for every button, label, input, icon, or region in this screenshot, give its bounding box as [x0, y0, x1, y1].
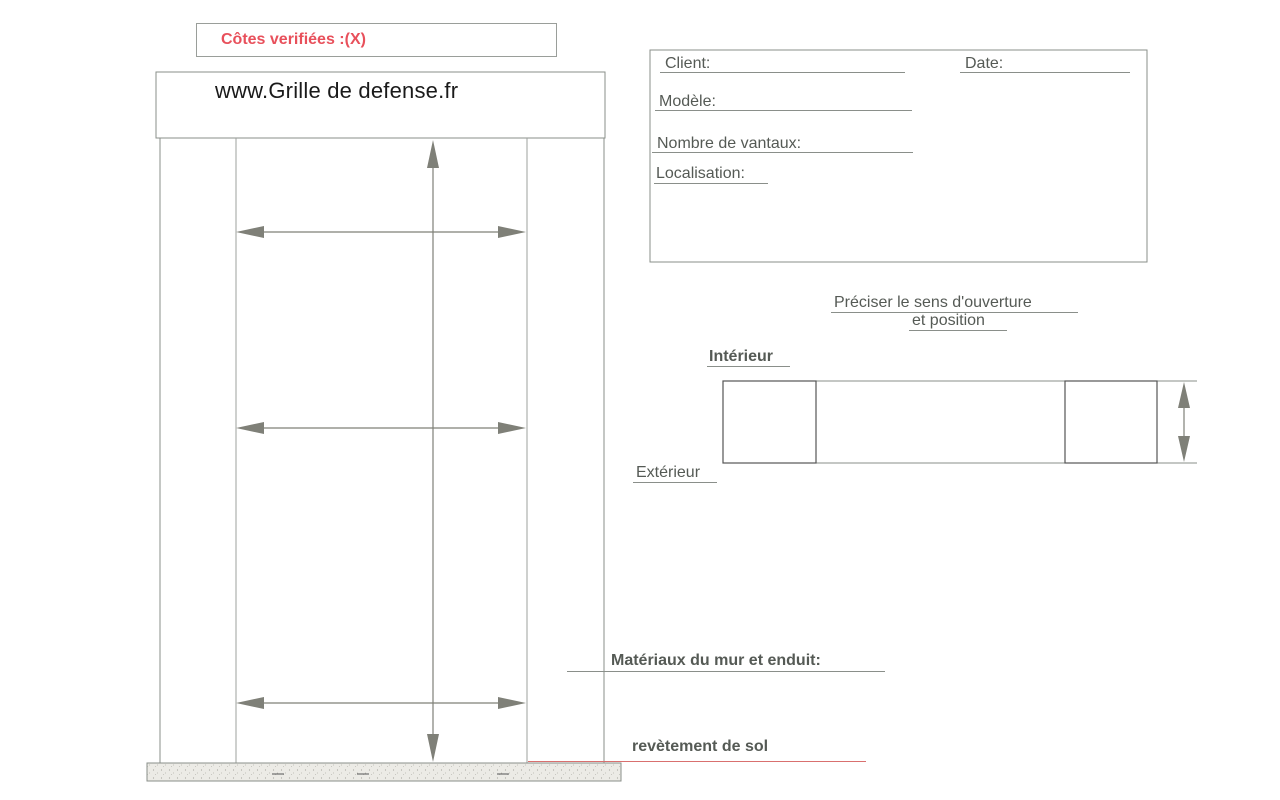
- verification-label: Côtes verifiées :(X): [221, 31, 366, 48]
- verification-box: [196, 23, 557, 57]
- model-underline: [655, 110, 912, 111]
- floor-strip: [147, 763, 621, 781]
- date-label: Date:: [965, 55, 1004, 72]
- floor-covering-underline: [528, 761, 866, 762]
- plan-jamb-left: [723, 381, 816, 463]
- opening-instruction-line2: et position: [912, 312, 985, 329]
- leaves-count-underline: [652, 152, 913, 153]
- client-label: Client:: [665, 55, 711, 72]
- client-underline: [660, 72, 905, 73]
- width-dimension-arrow-top-icon: [236, 226, 526, 238]
- wall-thickness-arrow-icon: [1178, 382, 1190, 462]
- client-info-box: [650, 50, 1147, 262]
- exterior-underline: [633, 482, 717, 483]
- width-dimension-arrow-bottom-icon: [236, 697, 526, 709]
- website-title: www.Grille de defense.fr: [215, 78, 459, 103]
- location-label: Localisation:: [656, 165, 745, 182]
- opening-instruction-underline2: [909, 330, 1007, 331]
- model-label: Modèle:: [659, 93, 716, 110]
- height-dimension-arrow-icon: [427, 140, 439, 762]
- plan-jamb-right: [1065, 381, 1157, 463]
- leaves-count-label: Nombre de vantaux:: [657, 135, 802, 152]
- date-underline: [960, 72, 1130, 73]
- interior-underline: [707, 366, 790, 367]
- location-underline: [654, 183, 768, 184]
- floor-covering-label: revètement de sol: [632, 738, 769, 755]
- width-dimension-arrow-middle-icon: [236, 422, 526, 434]
- opening-instruction-line1: Préciser le sens d'ouverture: [834, 294, 1032, 311]
- exterior-label: Extérieur: [636, 464, 701, 481]
- interior-label: Intérieur: [709, 348, 774, 365]
- wall-materials-label: Matériaux du mur et enduit:: [611, 652, 821, 669]
- wall-materials-underline: [567, 671, 885, 672]
